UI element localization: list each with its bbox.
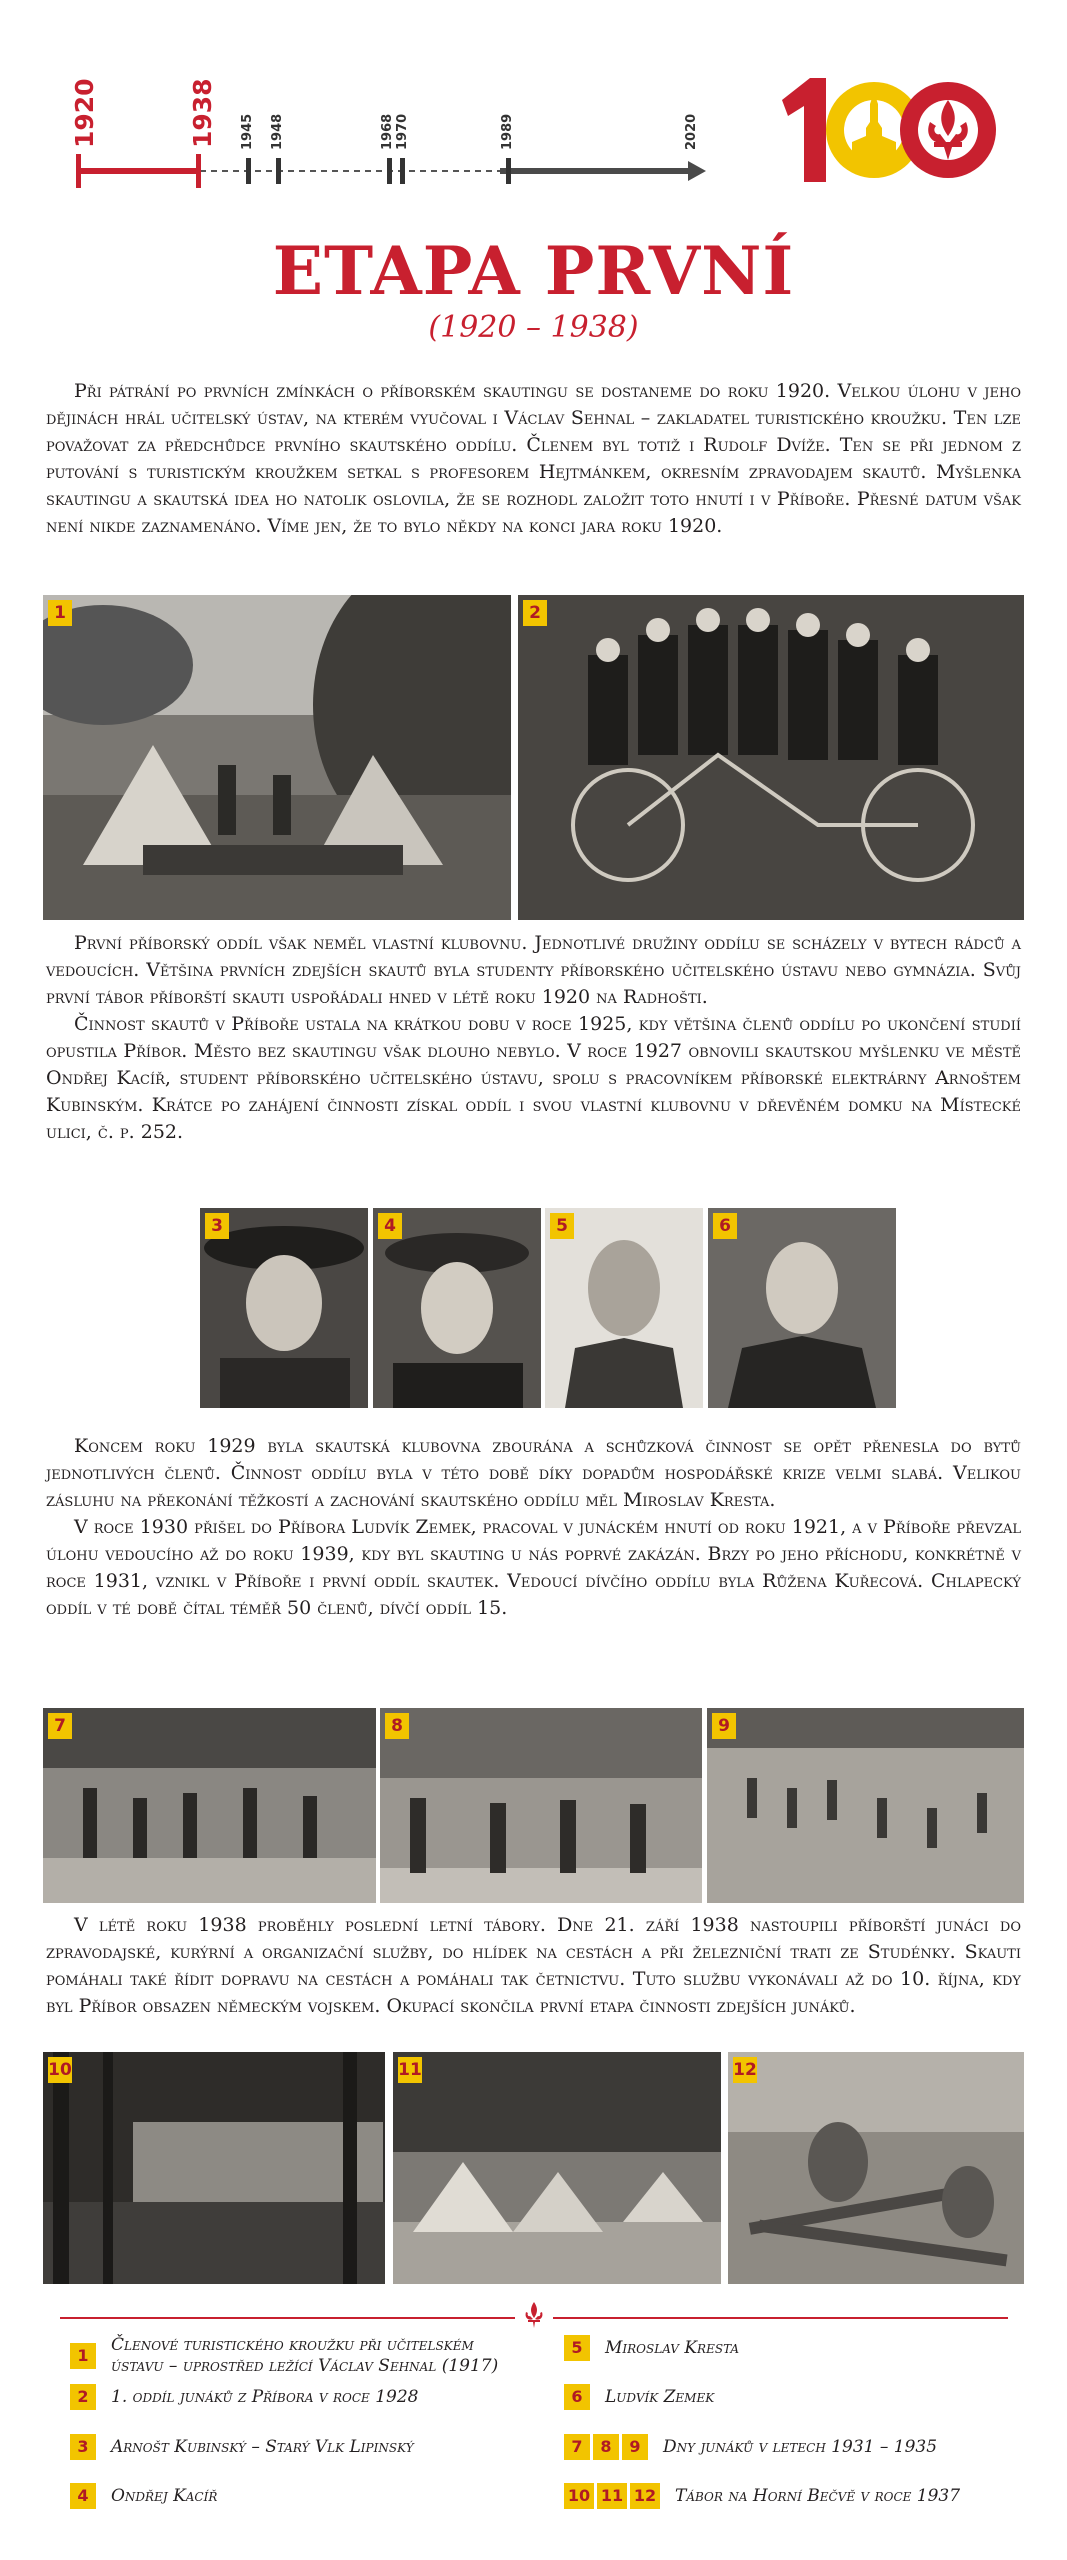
- centenary-100-logo-icon: [770, 70, 1000, 190]
- legend-text: Členové turistického kroužku při učitelském ústavu – uprostřed ležící Václav Sehnal (1917): [111, 2335, 499, 2376]
- photo-10-camp-forest-lake: [43, 2052, 385, 2284]
- photo-number-badge: 12: [733, 2057, 757, 2083]
- timeline-year-1938: 1938: [188, 78, 217, 148]
- photo-5-miroslav-kresta: [545, 1208, 703, 1408]
- legend-item-3: [70, 2434, 520, 2460]
- legend-badge: 11: [597, 2483, 627, 2509]
- legend-item-4: [70, 2483, 520, 2509]
- photo-number-badge: 3: [205, 1213, 229, 1239]
- legend-divider-right: [553, 2317, 1008, 2319]
- legend-text: Miroslav Kresta: [605, 2337, 740, 2358]
- crisis-years-paragraphs: [46, 1433, 1021, 1622]
- legend-badge: 3: [70, 2434, 96, 2460]
- photo-number-badge: 4: [378, 1213, 402, 1239]
- timeline-later-segment: [500, 168, 690, 174]
- timeline-year-1968: 1968: [380, 113, 395, 150]
- paragraph-6: V létě roku 1938 proběhly poslední letní tábory. Dne 21. září 1938 nastoupili příborští junáci do zpravodajské, kurýrní a organizační služby, do hlídek na cestách a při železniční trati ze Studénky. Skauti pomáhali také řídit dopravu na cestách a pomáhali tak četnictvu. Tuto službu vykonávali až do 10. října, kdy byl Příbor obsazen německým vojskem. Okupací skončila první etapa činnosti zdejších junáků.: [46, 1914, 1021, 2017]
- timeline: [0, 0, 760, 200]
- timeline-tick-1945: [246, 158, 251, 184]
- legend-divider-left: [60, 2317, 515, 2319]
- photo-2-first-scout-troop: [518, 595, 1024, 920]
- photo-number-badge: 9: [712, 1713, 736, 1739]
- paragraph-4: Koncem roku 1929 byla skautská klubovna zbourána a schůzková činnost se opět přenesla do bytů jednotlivých členů. Činnost oddílu byla v této době díky dopadům hospodářské krize velmi slabá. Velikou zásluhu na překonání těžkostí a zachování skautského oddílu měl Miroslav Kresta.: [46, 1435, 1021, 1511]
- legend-badge: 9: [622, 2434, 648, 2460]
- legend-item-1: [70, 2335, 520, 2377]
- legend-item-2: [70, 2384, 520, 2410]
- photo-group-bicycle-icon: [518, 595, 1024, 920]
- legend-badge: 8: [593, 2434, 619, 2460]
- legend-badge: 2: [70, 2384, 96, 2410]
- photo-7-scout-day-parade: [43, 1708, 376, 1903]
- legend-text: Ludvík Zemek: [605, 2386, 715, 2407]
- photo-forest-icon: [43, 2052, 385, 2284]
- timeline-year-1945: 1945: [240, 113, 255, 150]
- photo-3-arnost-kubinsky: [200, 1208, 368, 1408]
- page-title: ETAPA PRVNÍ: [272, 232, 795, 310]
- photo-8-scout-day-march: [380, 1708, 702, 1903]
- timeline-dashed-segment: [200, 170, 500, 172]
- fleur-de-lis-icon: [524, 2300, 544, 2330]
- legend-badge: 12: [630, 2483, 660, 2509]
- photo-square-icon: [707, 1708, 1024, 1903]
- legend-text: Ondřej Kacíř: [111, 2485, 218, 2506]
- photo-9-scout-day-square: [707, 1708, 1024, 1903]
- occupation-paragraph: [46, 1912, 1021, 2020]
- legend-text: Tábor na Horní Bečvě v roce 1937: [675, 2485, 961, 2506]
- photo-number-badge: 6: [713, 1213, 737, 1239]
- timeline-tick-1938: [196, 154, 201, 188]
- timeline-tick-1970: [400, 158, 405, 184]
- legend-badge: 6: [564, 2384, 590, 2410]
- photo-number-badge: 7: [48, 1713, 72, 1739]
- legend-badge: 10: [564, 2483, 594, 2509]
- timeline-year-1948: 1948: [270, 113, 285, 150]
- timeline-active-segment: [78, 168, 198, 174]
- photo-tents-icon: [43, 595, 511, 920]
- legend-badge: 4: [70, 2483, 96, 2509]
- photo-parade-icon: [43, 1708, 376, 1903]
- timeline-tick-1989: [506, 158, 511, 184]
- photo-number-badge: 2: [523, 600, 547, 626]
- legend-item-5: [564, 2335, 1024, 2361]
- legend-text: 1. oddíl junáků z Příbora v roce 1928: [111, 2386, 419, 2407]
- photo-1-tourist-club-camp: [43, 595, 511, 920]
- photo-tents-icon: [393, 2052, 721, 2284]
- timeline-tick-1968: [387, 158, 392, 184]
- photo-number-badge: 5: [550, 1213, 574, 1239]
- centenary-logo: [770, 70, 1000, 190]
- timeline-tick-1920: [76, 154, 81, 188]
- photo-march-icon: [380, 1708, 702, 1903]
- photo-6-ludvik-zemek: [708, 1208, 896, 1408]
- legend-text: Dny junáků v letech 1931 – 1935: [663, 2436, 938, 2457]
- legend-badge: 7: [564, 2434, 590, 2460]
- legend-item-7-9: [564, 2434, 1024, 2460]
- paragraph-1: Při pátrání po prvních zmínkách o příborském skautingu se dostaneme do roku 1920. Velkou úlohu v jeho dějinách hrál učitelský ústav, na kterém vyučoval i Václav Sehnal – zakladatel turistického kroužku. Ten lze považovat za předchůdce prvního skautského oddílu. Členem byl totiž i Rudolf Dvíže. Ten se při jednom z putování s turistickým kroužkem setkal s profesorem Hejtmánkem, okresním zpravodajem skautů. Myšlenka skautingu a skautská idea ho natolik oslovila, že se rozhodl založit toto hnutí i v Příboře. Přesné datum však není nikde zaznamenáno. Víme jen, že to bylo někdy na konci jara roku 1920.: [46, 380, 1021, 537]
- page-subtitle: (1920 – 1938): [428, 310, 639, 345]
- timeline-year-1989: 1989: [500, 113, 515, 150]
- photo-number-badge: 11: [398, 2057, 422, 2083]
- photo-12-camp-log-work: [728, 2052, 1024, 2284]
- paragraph-3: Činnost skautů v Příboře ustala na krátkou dobu v roce 1925, kdy většina členů oddílu po ukončení studií opustila Příbor. Město bez skautingu však dlouho nebylo. V roce 1927 obnovili skautskou myšlenku ve městě Ondřej Kacíř, student příborského učitelského ústavu, spolu s pracovníkem příborské elektrárny Arnoštem Kubinským. Krátce po zahájení činnosti získal oddíl i svou vlastní klubovnu v dřevěném domku na Místecké ulici, č. p. 252.: [46, 1013, 1021, 1143]
- photo-11-camp-tents: [393, 2052, 721, 2284]
- legend-item-6: [564, 2384, 1024, 2410]
- photo-logs-icon: [728, 2052, 1024, 2284]
- photo-number-badge: 10: [48, 2057, 72, 2083]
- timeline-year-1920: 1920: [70, 78, 99, 148]
- timeline-arrow-icon: [688, 161, 706, 181]
- early-troop-paragraphs: [46, 930, 1021, 1146]
- legend-badge: 5: [564, 2335, 590, 2361]
- intro-paragraph: [46, 378, 1021, 540]
- timeline-year-2020: 2020: [684, 113, 699, 150]
- legend-item-10-12: [564, 2483, 1024, 2509]
- photo-number-badge: 1: [48, 600, 72, 626]
- timeline-year-1970: 1970: [395, 113, 410, 150]
- legend-badge: 1: [70, 2343, 96, 2369]
- photo-number-badge: 8: [385, 1713, 409, 1739]
- paragraph-2: První příborský oddíl však neměl vlastní klubovnu. Jednotlivé družiny oddílu se scházely v bytech rádců a vedoucích. Většina prvních zdejších skautů byla studenty příborského učitelského ústavu nebo gymnázia. Svůj první tábor příborští skauti uspořádali hned v létě roku 1920 na Radhošti.: [46, 932, 1021, 1008]
- paragraph-5: V roce 1930 přišel do Příbora Ludvík Zemek, pracoval v junáckém hnutí od roku 1921, a v Příboře převzal úlohu vedoucího až do roku 1939, kdy byl skauting u nás poprvé zakázán. Brzy po jeho příchodu, konkrétně v roce 1931, vznikl v Příboře i první oddíl skautek. Vedoucí dívčího oddílu byla Růžena Kuřecová. Chlapecký oddíl v té době čítal téměř 50 členů, dívčí oddíl 15.: [46, 1516, 1021, 1619]
- legend-text: Arnošt Kubinský – Starý Vlk Lipinský: [111, 2436, 414, 2457]
- photo-4-ondrej-kacir: [373, 1208, 541, 1408]
- timeline-tick-1948: [276, 158, 281, 184]
